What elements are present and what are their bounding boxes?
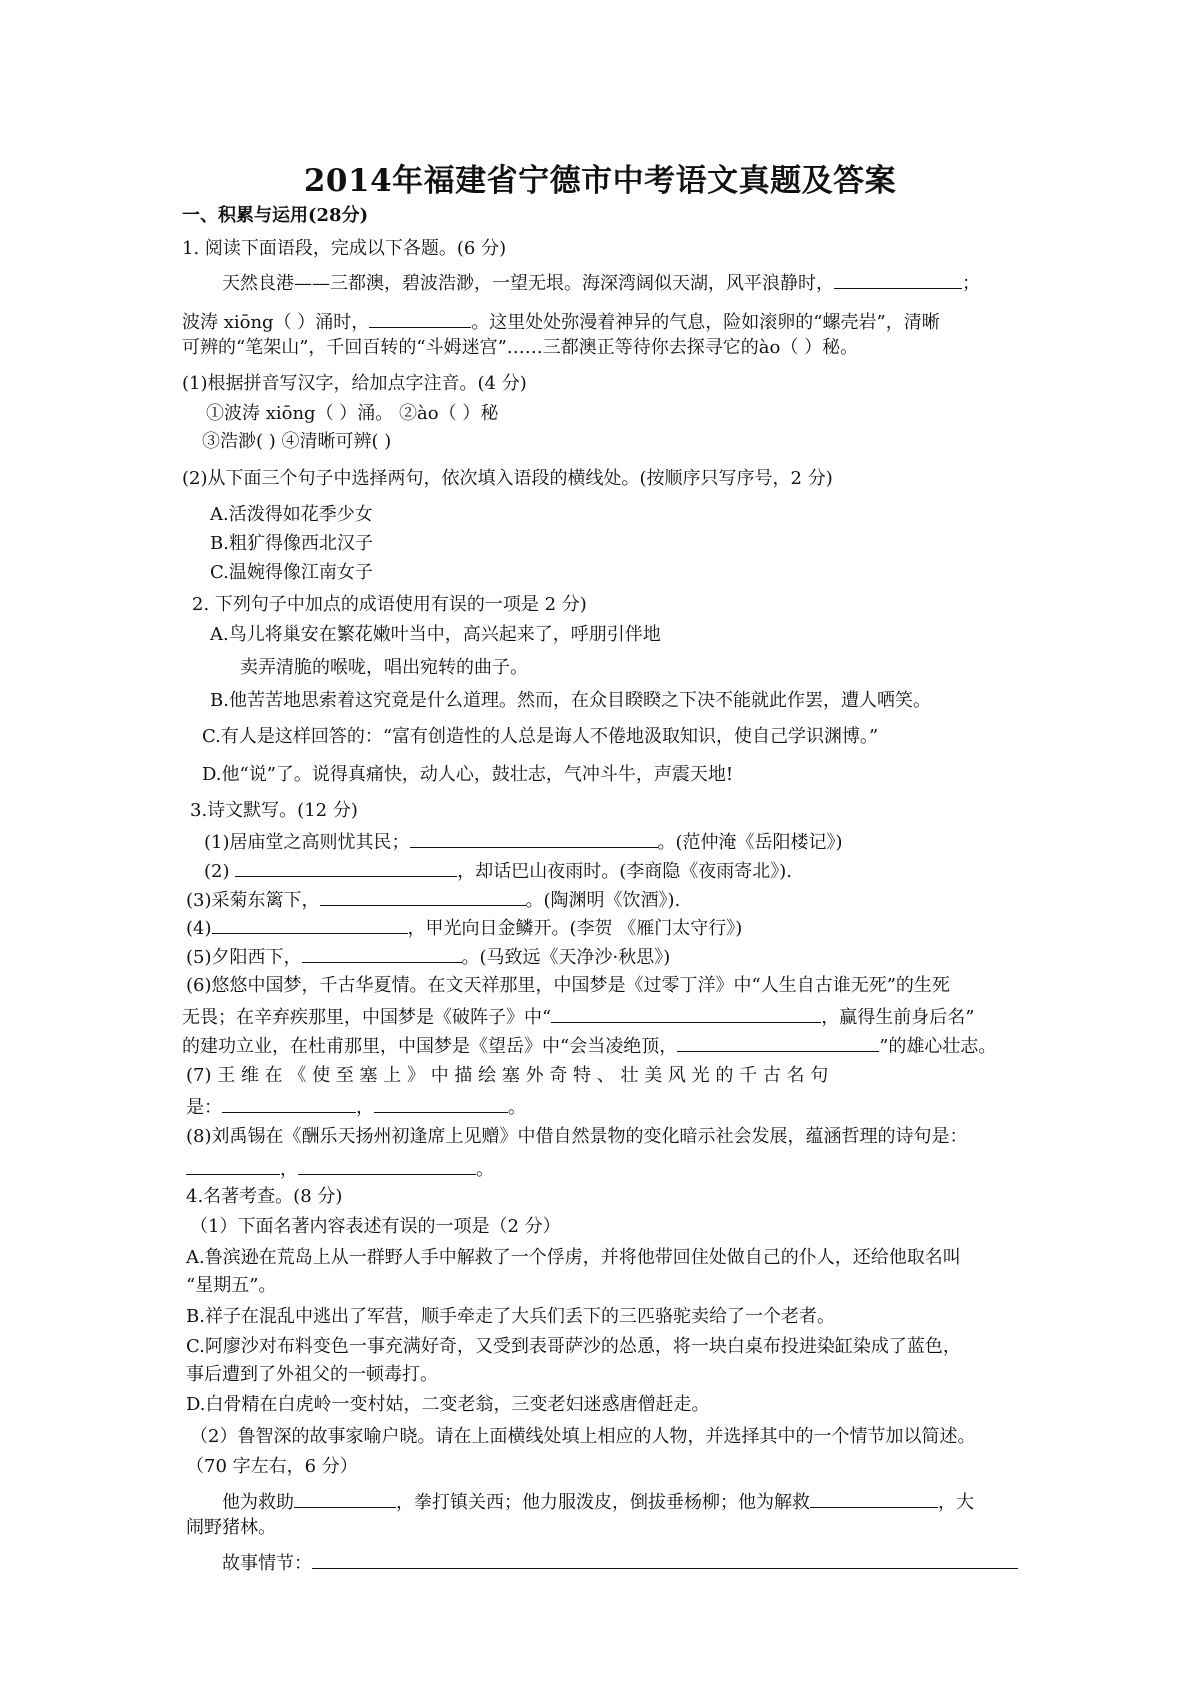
- q3-line6a: (6)悠悠中国梦，千古华夏情。在文天祥那里，中国梦是《过零丁洋》中“人生自古谁无死”的生死: [186, 975, 950, 996]
- q2-option-c: C.有人是这样回答的：“富有创造性的人总是诲人不倦地汲取知识，使自己学识渊博。”: [202, 726, 879, 747]
- q4-sub2b: （70 字左右，6 分）: [186, 1456, 358, 1477]
- q4-sub1: （1）下面名著内容表述有误的一项是（2 分）: [190, 1216, 561, 1237]
- q4-option-b: B.祥子在混乱中逃出了军营，顺手牵走了大兵们丢下的三匹骆驼卖给了一个老者。: [186, 1306, 835, 1327]
- q2-option-b: B.他苦苦地思索着这究竟是什么道理。然而，在众目睽睽之下决不能就此作罢，遭人哂笑。: [210, 690, 931, 711]
- blank: [834, 270, 962, 289]
- q3-line2: (2) ，却话巴山夜雨时。(李商隐《夜雨寄北》).: [204, 858, 792, 883]
- blank: [369, 309, 471, 328]
- q4-option-a1: A.鲁滨逊在荒岛上从一群野人手中解救了一个俘虏，并将他带回住处做自己的仆人，还给他取名叫: [186, 1247, 961, 1268]
- blank: [312, 1550, 1018, 1569]
- blank: [551, 1004, 821, 1023]
- q2-option-a1: A.鸟儿将巢安在繁花嫩叶当中，高兴起来了，呼朋引伴地: [210, 624, 661, 645]
- q1-sub1: (1)根据拼音写汉字，给加点字注音。(4 分): [182, 373, 527, 394]
- blank: [222, 1094, 356, 1113]
- q2-option-d: D.他“说”了。说得真痛快，动人心，鼓壮志，气冲斗牛，声震天地!: [202, 764, 734, 785]
- q4-story-line: 故事情节：: [222, 1550, 1018, 1575]
- q1-option-a: A.活泼得如花季少女: [210, 504, 373, 525]
- q3-line5: (5)夕阳西下， 。(马致远《天净沙·秋思》): [186, 944, 670, 969]
- q3-stem: 3.诗文默写。(12 分): [190, 800, 358, 821]
- blank: [320, 887, 526, 906]
- q4-option-c1: C.阿廖沙对布料变色一事充满好奇，又受到表哥萨沙的怂恿，将一块白桌布投进染缸染成了蓝色，: [186, 1336, 961, 1357]
- q3-line3: (3)采菊东篱下， 。(陶渊明《饮酒》).: [186, 887, 680, 912]
- page-title: 2014年福建省宁德市中考语文真题及答案: [303, 163, 897, 199]
- q3-line7a: (7) 王 维 在 《 使 至 塞 上 》 中 描 绘 塞 外 奇 特 、 壮 美 风 光 的 千 古 名 句: [186, 1065, 829, 1086]
- q1-stem: 1. 阅读下面语段，完成以下各题。(6 分): [182, 238, 507, 259]
- q1-sub2: (2)从下面三个句子中选择两句，依次填入语段的横线处。(按顺序只写序号，2 分): [182, 468, 833, 489]
- q1-sub1-items-b: ③浩渺( ) ④清晰可辨( ): [202, 431, 392, 452]
- q3-line8b: ， 。: [186, 1156, 494, 1181]
- q4-fill-line2: 闹野猪林。: [186, 1517, 276, 1538]
- blank: [410, 829, 658, 848]
- q2-option-a2: 卖弄清脆的喉咙，唱出宛转的曲子。: [240, 657, 528, 678]
- blank: [810, 1489, 938, 1508]
- blank: [374, 1094, 508, 1113]
- q1-sub1-items-a: ①波涛 xiōng（ ）涌。 ②ào（ ）秘: [206, 403, 499, 424]
- q4-option-d: D.白骨精在白虎岭一变村姑，二变老翁，三变老妇迷惑唐僧赶走。: [186, 1394, 710, 1415]
- q3-line4: (4) ，甲光向日金鳞开。(李贺 《雁门太守行》): [186, 915, 742, 940]
- q2-stem: 2. 下列句子中加点的成语使用有误的一项是 2 分): [192, 594, 587, 615]
- q1-option-b: B.粗犷得像西北汉子: [210, 533, 373, 554]
- q4-stem: 4.名著考查。(8 分): [186, 1186, 343, 1207]
- q4-option-a2: “星期五”。: [186, 1275, 277, 1296]
- q4-fill-line1: 他为救助 ，拳打镇关西；他力服泼皮，倒拔垂杨柳；他为解救 ，大: [222, 1489, 974, 1514]
- q3-line6b: 无畏；在辛弃疾那里，中国梦是《破阵子》中“ ，赢得生前身后名”: [182, 1004, 974, 1029]
- blank: [677, 1033, 879, 1052]
- blank: [235, 858, 457, 877]
- blank: [302, 944, 462, 963]
- q1-passage-line2: 波涛 xiōng（ ）涌时， 。这里处处弥漫着神异的气息，险如滚卵的“螺壳岩”，清晰: [182, 309, 940, 334]
- q3-line1: (1)居庙堂之高则忧其民； 。(范仲淹《岳阳楼记》): [204, 829, 843, 854]
- q1-passage-line3: 可辨的“笔架山”，千回百转的“斗姆迷宫”……三都澳正等待你去探寻它的ào（ ）秘。: [182, 337, 859, 358]
- q1-option-c: C.温婉得像江南女子: [210, 562, 373, 583]
- section-heading: 一、积累与运用(28分): [182, 205, 369, 226]
- blank: [298, 1156, 476, 1175]
- q3-line8a: (8)刘禹锡在《酬乐天扬州初逢席上见赠》中借自然景物的变化暗示社会发展，蕴涵哲理的诗句是：: [186, 1126, 968, 1147]
- q1-passage-line1: 天然良港——三都澳，碧波浩渺，一望无垠。海深湾阔似天湖，风平浪静时， ；: [222, 270, 980, 295]
- blank: [294, 1489, 396, 1508]
- q4-option-c2: 事后遭到了外祖父的一顿毒打。: [186, 1364, 438, 1385]
- blank: [212, 915, 408, 934]
- q4-sub2a: （2）鲁智深的故事家喻户晓。请在上面横线处填上相应的人物，并选择其中的一个情节加以简述。: [190, 1426, 976, 1447]
- blank: [186, 1156, 280, 1175]
- q3-line6c: 的建功立业，在杜甫那里，中国梦是《望岳》中“会当凌绝顶， ”的雄心壮志。: [182, 1033, 996, 1058]
- q3-line7b: 是： ， 。: [186, 1094, 526, 1119]
